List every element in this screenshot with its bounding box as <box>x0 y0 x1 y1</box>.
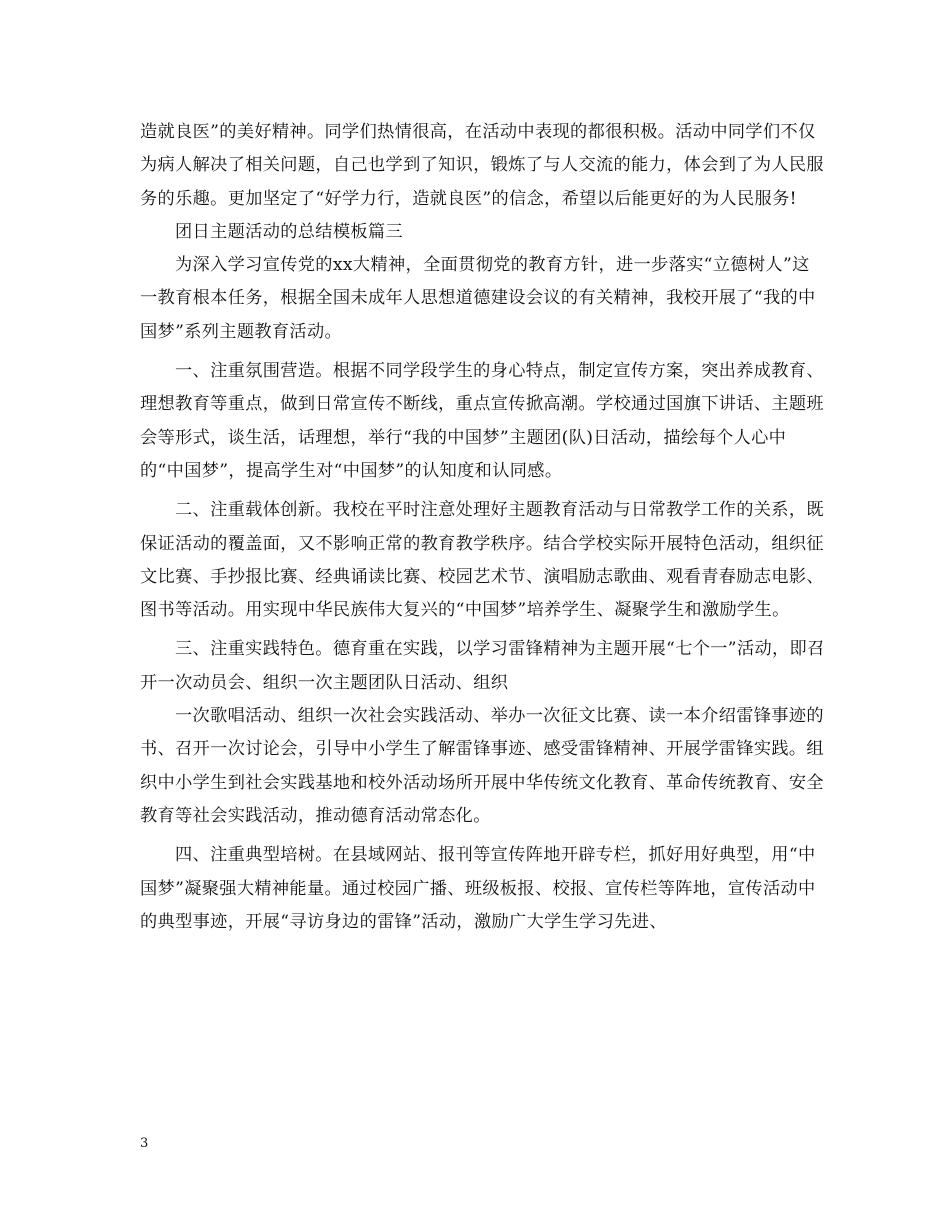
paragraph-point-three: 三、注重实践特色。德育重在实践，以学习雷锋精神为主题开展“七个一”活动，即召开一次动员会、组织一次主题团队日活动、组织 <box>140 639 825 693</box>
paragraph-point-three-continued: 一次歌唱活动、组织一次社会实践活动、举办一次征文比赛、读一本介绍雷锋事迹的书、召开一次讨论会，引导中小学生了解雷锋事迹、感受雷锋精神、开展学雷锋实践。组织中小学生到社会实践基地和校外活动场所开展中华传统文化教育、革命传统教育、安全教育等社会实践活动，推动德育活动常态化。 <box>140 706 824 826</box>
section-heading: 团日主题活动的总结模板篇三 <box>175 221 403 242</box>
paragraph-point-one: 一、注重氛围营造。根据不同学段学生的身心特点，制定宣传方案，突出养成教育、理想教育等重点，做到日常宣传不断线，重点宣传掀高潮。学校通过国旗下讲话、主题班会等形式，谈生活，话理想，举行“我的中国梦”主题团(队)日活动，描绘每个人心中的“中国梦”，提高学生对“中国梦”的认知度和认同感。 <box>140 361 824 481</box>
document-body <box>140 116 825 939</box>
paragraph-intro: 为深入学习宣传党的xx大精神，全面贯彻党的教育方针，进一步落实“立德树人”这一教育根本任务，根据全国未成年人思想道德建设会议的有关精神，我校开展了“我的中国梦”系列主题教育活动。 <box>140 255 816 342</box>
paragraph-point-two: 二、注重载体创新。我校在平时注意处理好主题教育活动与日常教学工作的关系，既保证活动的覆盖面，又不影响正常的教育教学秩序。结合学校实际开展特色活动，组织征文比赛、手抄报比赛、经典诵读比赛、校园艺术节、演唱励志歌曲、观看青春励志电影、图书等活动。用实现中华民族伟大复兴的“中国梦”培养学生、凝聚学生和激励学生。 <box>140 500 824 621</box>
paragraph-continuation: 造就良医”的美好精神。同学们热情很高，在活动中表现的都很积极。活动中同学们不仅为病人解决了相关问题，自己也学到了知识，锻炼了与人交流的能力，体会到了为人民服务的乐趣。更加坚定了“好学力行，造就良医”的信念，希望以后能更好的为人民服务! <box>140 122 824 209</box>
page-number: 3 <box>140 1136 149 1151</box>
paragraph-point-four: 四、注重典型培树。在县域网站、报刊等宣传阵地开辟专栏，抓好用好典型，用“中国梦”凝聚强大精神能量。通过校园广播、班级板报、校报、宣传栏等阵地，宣传活动中的典型事迹，开展“寻访身边的雷锋”活动，激励广大学生学习先进、 <box>140 845 816 932</box>
